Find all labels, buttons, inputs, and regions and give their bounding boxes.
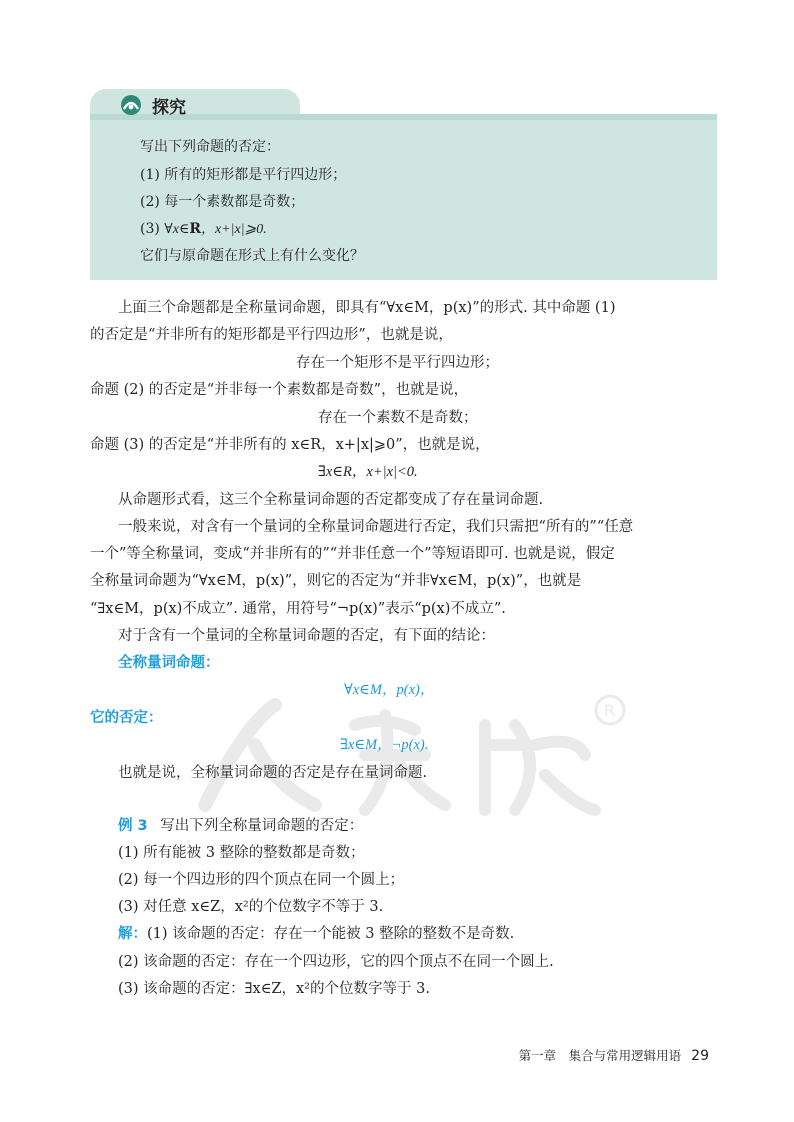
example-label: 例 3 bbox=[118, 818, 148, 834]
example-item-2: (2) 每一个四边形的四个顶点在同一个圆上； bbox=[118, 872, 405, 888]
explore-item-3-prefix: (3) ∀ bbox=[140, 221, 173, 237]
body-paragraph-5-line-2: 一个”等全称量词，变成“并非所有的”“并非任意一个”等短语即可. 也就是说，假定 bbox=[90, 546, 615, 562]
body-paragraph-5-line-3: 全称量词命题为“∀x∈M，p(x)”，则它的否定为“并非∀x∈M，p(x)”，也就是 bbox=[90, 573, 582, 589]
explore-item-2: (2) 每一个素数都是奇数； bbox=[140, 194, 305, 210]
solution-label: 解： bbox=[118, 926, 147, 942]
solution-line-1 bbox=[118, 922, 514, 943]
body-paragraph-4: 从命题形式看，这三个全称量词命题的否定都变成了存在量词命题. bbox=[118, 492, 544, 508]
solution-3: (3) 该命题的否定：∃x∈Z，x²的个位数字等于 3. bbox=[118, 981, 430, 997]
example-item-1: (1) 所有能被 3 整除的整数都是奇数； bbox=[118, 845, 365, 861]
page-number: 29 bbox=[691, 1048, 709, 1064]
body-paragraph-5-line-4: “∃x∈M，p(x)不成立”. 通常，用符号“¬p(x)”表示“p(x)不成立”. bbox=[90, 601, 506, 617]
explore-question: 它们与原命题在形式上有什么变化？ bbox=[140, 248, 364, 264]
page-footer bbox=[519, 1046, 709, 1064]
solution-2: (2) 该命题的否定：存在一个四边形，它的四个顶点不在同一个圆上. bbox=[118, 954, 554, 970]
solution-1: (1) 该命题的否定：存在一个能被 3 整除的整数不是奇数. bbox=[147, 926, 515, 942]
publisher-watermark bbox=[185, 685, 635, 825]
body-paragraph-6: 对于含有一个量词的全称量词命题的否定，有下面的结论： bbox=[118, 628, 495, 644]
explore-item-3-x: x bbox=[172, 222, 179, 237]
chapter-title: 第一章 集合与常用逻辑用语 bbox=[518, 1048, 682, 1063]
body-paragraph-1-line-2: 的否定是“并非所有的矩形都是平行四边形”，也就是说， bbox=[90, 327, 453, 343]
example-item-3: (3) 对任意 x∈Z，x²的个位数字不等于 3. bbox=[118, 899, 384, 915]
body-paragraph-3-line: 命题 (3) 的否定是“并非所有的 x∈R，x+|x|⩾0”，也就是说， bbox=[90, 437, 490, 453]
explore-intro: 写出下列命题的否定： bbox=[140, 139, 280, 155]
explore-title: 探究 bbox=[152, 98, 186, 118]
explore-icon bbox=[120, 94, 142, 116]
svg-text:R: R bbox=[604, 701, 616, 720]
universal-label: 全称量词命题： bbox=[118, 655, 220, 671]
explore-item-3 bbox=[140, 218, 267, 238]
body-centered-formula-3: ∃x∈R，x+|x|<0. bbox=[318, 464, 418, 480]
body-centered-line-2: 存在一个素数不是奇数； bbox=[318, 410, 478, 426]
example-title: 写出下列全称量词命题的否定： bbox=[160, 818, 364, 834]
negation-formula: ∃x∈M，¬p(x). bbox=[340, 737, 429, 753]
explore-item-3-in: ∈ bbox=[178, 221, 190, 237]
body-paragraph-7: 也就是说，全称量词命题的否定是存在量词命题. bbox=[118, 765, 428, 781]
body-paragraph-2-line: 命题 (2) 的否定是“并非每一个素数都是奇数”，也就是说， bbox=[90, 382, 469, 398]
example-header bbox=[118, 814, 363, 835]
explore-item-3-rest: ，x+|x|⩾0. bbox=[200, 222, 267, 237]
explore-item-3-R: R bbox=[189, 221, 201, 237]
body-paragraph-5-line-1: 一般来说，对含有一个量词的全称量词命题进行否定，我们只需把“所有的”“任意 bbox=[118, 519, 634, 535]
explore-item-1: (1) 所有的矩形都是平行四边形； bbox=[140, 167, 347, 183]
negation-label: 它的否定： bbox=[90, 710, 163, 726]
universal-formula: ∀x∈M，p(x)， bbox=[344, 682, 435, 698]
body-paragraph-1-line-1: 上面三个命题都是全称量词命题，即具有“∀x∈M，p(x)”的形式. 其中命题 (1) bbox=[118, 300, 616, 316]
body-centered-line-1: 存在一个矩形不是平行四边形； bbox=[296, 355, 499, 371]
